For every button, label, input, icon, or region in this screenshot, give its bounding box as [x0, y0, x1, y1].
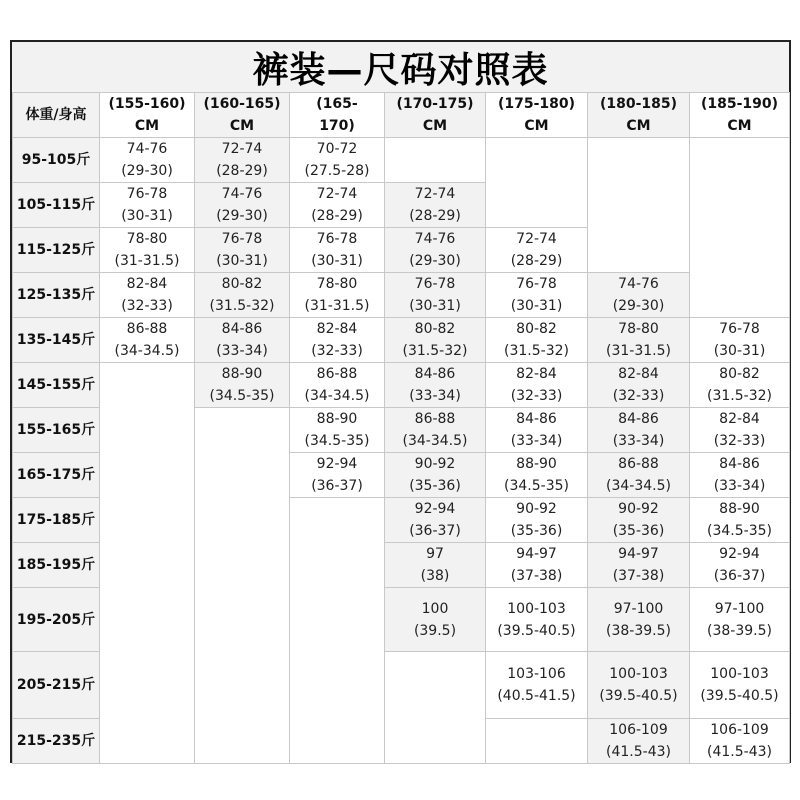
empty-cell	[385, 138, 486, 183]
waist-inch-size: (28-29)	[311, 208, 363, 224]
waist-inch-size: (28-29)	[216, 163, 268, 179]
column-header-height	[588, 93, 690, 138]
waist-cm: 90-92	[414, 456, 456, 472]
waist-cm: 76-78	[516, 276, 557, 292]
waist-cm: 72-74	[414, 186, 456, 202]
table-row	[13, 273, 790, 318]
size-cell	[385, 183, 486, 228]
size-cell	[385, 363, 486, 408]
waist-inch-size: (27.5-28)	[304, 163, 370, 179]
height-unit: 170)	[319, 118, 355, 134]
weight-label: 115-125斤	[13, 228, 100, 273]
waist-cm: 82-84	[126, 276, 168, 292]
waist-inch-size: (30-31)	[216, 253, 268, 269]
size-cell	[690, 318, 790, 363]
waist-inch-size: (31.5-32)	[707, 388, 772, 404]
empty-cell	[690, 138, 790, 318]
column-header-height	[486, 93, 588, 138]
size-cell	[690, 543, 790, 588]
waist-inch-size: (35-36)	[612, 523, 665, 539]
table-row	[13, 318, 790, 363]
waist-inch-size: (34.5-35)	[304, 433, 370, 449]
waist-cm: 86-88	[414, 411, 456, 427]
size-cell	[100, 318, 195, 363]
empty-cell	[195, 408, 290, 764]
size-cell	[588, 363, 690, 408]
size-cell	[195, 318, 290, 363]
waist-inch-size: (33-34)	[713, 478, 766, 494]
waist-inch-size: (32-33)	[612, 388, 665, 404]
size-cell	[486, 453, 588, 498]
height-unit: CM	[134, 118, 160, 134]
waist-inch-size: (30-31)	[409, 298, 461, 314]
waist-cm: 86-88	[126, 321, 168, 337]
waist-cm: 92-94	[719, 546, 760, 562]
waist-inch-size: (38-39.5)	[606, 622, 671, 639]
weight-label: 95-105斤	[13, 138, 100, 183]
waist-cm: 88-90	[221, 366, 263, 382]
waist-cm: 72-74	[516, 231, 557, 247]
waist-inch-size: (29-30)	[612, 298, 665, 314]
height-unit: CM	[727, 118, 752, 134]
height-range: (160-165)	[203, 96, 281, 112]
waist-inch-size: (34.5-35)	[504, 478, 569, 494]
empty-cell	[486, 719, 588, 764]
waist-cm: 72-74	[221, 141, 263, 157]
weight-label: 145-155斤	[13, 363, 100, 408]
height-unit: CM	[422, 118, 448, 134]
waist-cm: 76-78	[126, 186, 168, 202]
empty-cell	[588, 138, 690, 273]
waist-cm: 76-78	[414, 276, 456, 292]
waist-cm: 82-84	[618, 366, 659, 382]
empty-cell	[290, 498, 385, 764]
size-cell	[690, 498, 790, 543]
waist-inch-size: (30-31)	[510, 298, 563, 314]
waist-cm: 94-97	[516, 546, 557, 562]
size-cell	[690, 719, 790, 764]
size-cell	[690, 408, 790, 453]
waist-cm: 100-103	[609, 666, 668, 682]
size-cell	[690, 588, 790, 652]
size-cell	[486, 543, 588, 588]
size-cell	[290, 138, 385, 183]
waist-cm: 97-100	[613, 600, 664, 617]
waist-inch-size: (33-34)	[510, 433, 563, 449]
size-chart	[10, 40, 791, 763]
waist-cm: 76-78	[316, 231, 358, 247]
column-header-height	[290, 93, 385, 138]
waist-inch-size: (32-33)	[713, 433, 766, 449]
size-cell	[290, 408, 385, 453]
size-cell	[588, 318, 690, 363]
size-cell	[195, 273, 290, 318]
corner-label: 体重/身高	[13, 93, 100, 138]
waist-inch-size: (41.5-43)	[606, 744, 671, 760]
size-cell	[588, 543, 690, 588]
waist-cm: 97	[426, 546, 444, 562]
waist-inch-size: (40.5-41.5)	[497, 688, 576, 704]
size-cell	[100, 273, 195, 318]
size-cell	[290, 363, 385, 408]
waist-cm: 88-90	[516, 456, 557, 472]
waist-inch-size: (37-38)	[510, 568, 563, 584]
size-cell	[290, 183, 385, 228]
size-cell	[486, 588, 588, 652]
waist-inch-size: (31.5-32)	[209, 298, 275, 314]
size-cell	[385, 543, 486, 588]
size-cell	[100, 228, 195, 273]
waist-cm: 82-84	[316, 321, 358, 337]
waist-cm: 80-82	[414, 321, 456, 337]
waist-cm: 100-103	[710, 666, 769, 682]
waist-inch-size: (29-30)	[216, 208, 268, 224]
weight-label: 195-205斤	[13, 588, 100, 652]
size-cell	[195, 363, 290, 408]
waist-inch-size: (29-30)	[121, 163, 173, 179]
size-cell	[385, 228, 486, 273]
size-cell	[290, 318, 385, 363]
column-header-height	[195, 93, 290, 138]
weight-label: 105-115斤	[13, 183, 100, 228]
size-cell	[195, 228, 290, 273]
height-range: (180-185)	[599, 96, 678, 112]
waist-cm: 106-109	[609, 722, 668, 738]
weight-label: 205-215斤	[13, 652, 100, 719]
waist-inch-size: (34-34.5)	[606, 478, 671, 494]
waist-inch-size: (32-33)	[311, 343, 363, 359]
waist-inch-size: (39.5)	[413, 622, 457, 639]
waist-cm: 84-86	[719, 456, 760, 472]
waist-cm: 100	[421, 600, 449, 617]
size-cell	[100, 138, 195, 183]
waist-inch-size: (31-31.5)	[304, 298, 370, 314]
size-cell	[486, 228, 588, 273]
empty-cell	[385, 652, 486, 764]
waist-inch-size: (35-36)	[409, 478, 461, 494]
size-cell	[100, 183, 195, 228]
waist-cm: 80-82	[516, 321, 557, 337]
size-table	[12, 92, 790, 764]
waist-cm: 84-86	[221, 321, 263, 337]
weight-label: 175-185斤	[13, 498, 100, 543]
column-header-height	[690, 93, 790, 138]
size-cell	[290, 228, 385, 273]
waist-cm: 74-76	[414, 231, 456, 247]
size-cell	[588, 273, 690, 318]
table-row	[13, 138, 790, 183]
waist-cm: 97-100	[714, 600, 765, 617]
waist-cm: 86-88	[618, 456, 659, 472]
waist-cm: 72-74	[316, 186, 358, 202]
waist-inch-size: (39.5-40.5)	[497, 622, 576, 639]
size-cell	[486, 498, 588, 543]
size-cell	[385, 273, 486, 318]
waist-inch-size: (39.5-40.5)	[700, 688, 779, 704]
waist-cm: 103-106	[507, 666, 566, 682]
weight-label: 185-195斤	[13, 543, 100, 588]
waist-inch-size: (30-31)	[121, 208, 173, 224]
waist-inch-size: (31-31.5)	[114, 253, 180, 269]
waist-cm: 84-86	[414, 366, 456, 382]
size-cell	[690, 363, 790, 408]
waist-inch-size: (34.5-35)	[707, 523, 772, 539]
column-header-height	[100, 93, 195, 138]
size-cell	[588, 588, 690, 652]
waist-inch-size: (39.5-40.5)	[599, 688, 678, 704]
waist-cm: 88-90	[316, 411, 358, 427]
waist-cm: 94-97	[618, 546, 659, 562]
size-cell	[385, 498, 486, 543]
size-cell	[486, 318, 588, 363]
waist-cm: 92-94	[316, 456, 358, 472]
waist-cm: 78-80	[316, 276, 358, 292]
size-cell	[486, 408, 588, 453]
waist-cm: 90-92	[516, 501, 557, 517]
weight-label: 125-135斤	[13, 273, 100, 318]
waist-cm: 82-84	[516, 366, 557, 382]
waist-inch-size: (33-34)	[216, 343, 268, 359]
size-cell	[290, 453, 385, 498]
size-cell	[486, 273, 588, 318]
size-cell	[385, 588, 486, 652]
waist-cm: 80-82	[221, 276, 263, 292]
waist-cm: 84-86	[516, 411, 557, 427]
waist-inch-size: (30-31)	[311, 253, 363, 269]
height-unit: CM	[626, 118, 651, 134]
waist-inch-size: (37-38)	[612, 568, 665, 584]
empty-cell	[486, 138, 588, 228]
size-cell	[486, 363, 588, 408]
waist-cm: 74-76	[221, 186, 263, 202]
waist-cm: 100-103	[507, 600, 566, 617]
height-range: (165-	[316, 96, 358, 112]
waist-inch-size: (33-34)	[612, 433, 665, 449]
column-header-row	[13, 93, 790, 138]
waist-cm: 76-78	[221, 231, 263, 247]
waist-inch-size: (38)	[420, 568, 450, 584]
waist-inch-size: (33-34)	[409, 388, 461, 404]
empty-cell	[100, 363, 195, 764]
waist-cm: 74-76	[618, 276, 659, 292]
size-cell	[588, 408, 690, 453]
height-range: (170-175)	[396, 96, 474, 112]
waist-inch-size: (36-37)	[409, 523, 461, 539]
column-header-height	[385, 93, 486, 138]
height-range: (155-160)	[108, 96, 186, 112]
waist-inch-size: (31-31.5)	[606, 343, 671, 359]
waist-inch-size: (32-33)	[510, 388, 563, 404]
waist-cm: 90-92	[618, 501, 659, 517]
size-cell	[290, 273, 385, 318]
size-cell	[588, 498, 690, 543]
size-cell	[385, 318, 486, 363]
waist-inch-size: (36-37)	[311, 478, 363, 494]
weight-label: 215-235斤	[13, 719, 100, 764]
size-cell	[486, 652, 588, 719]
size-cell	[588, 453, 690, 498]
waist-inch-size: (34-34.5)	[304, 388, 370, 404]
waist-cm: 78-80	[126, 231, 168, 247]
size-cell	[588, 719, 690, 764]
waist-cm: 78-80	[618, 321, 659, 337]
size-cell	[195, 183, 290, 228]
waist-inch-size: (34-34.5)	[402, 433, 468, 449]
waist-inch-size: (41.5-43)	[707, 744, 772, 760]
waist-inch-size: (29-30)	[409, 253, 461, 269]
height-range: (185-190)	[700, 96, 779, 112]
weight-label: 135-145斤	[13, 318, 100, 363]
waist-inch-size: (32-33)	[121, 298, 173, 314]
waist-cm: 88-90	[719, 501, 760, 517]
size-cell	[690, 453, 790, 498]
waist-cm: 74-76	[126, 141, 168, 157]
waist-inch-size: (31.5-32)	[402, 343, 468, 359]
waist-cm: 106-109	[710, 722, 769, 738]
weight-label: 165-175斤	[13, 453, 100, 498]
height-unit: CM	[524, 118, 549, 134]
waist-inch-size: (28-29)	[510, 253, 563, 269]
waist-inch-size: (34.5-35)	[209, 388, 275, 404]
waist-cm: 80-82	[719, 366, 760, 382]
height-range: (175-180)	[497, 96, 576, 112]
waist-cm: 82-84	[719, 411, 760, 427]
waist-cm: 86-88	[316, 366, 358, 382]
waist-cm: 70-72	[316, 141, 358, 157]
waist-inch-size: (34-34.5)	[114, 343, 180, 359]
weight-label: 155-165斤	[13, 408, 100, 453]
size-cell	[385, 453, 486, 498]
size-cell	[195, 138, 290, 183]
waist-inch-size: (35-36)	[510, 523, 563, 539]
waist-inch-size: (28-29)	[409, 208, 461, 224]
waist-cm: 76-78	[719, 321, 760, 337]
height-unit: CM	[229, 118, 255, 134]
waist-inch-size: (38-39.5)	[707, 622, 772, 639]
size-cell	[690, 652, 790, 719]
waist-inch-size: (31.5-32)	[504, 343, 569, 359]
chart-title: 裤装—尺码对照表	[12, 42, 789, 94]
table-row	[13, 363, 790, 408]
waist-inch-size: (36-37)	[713, 568, 766, 584]
waist-cm: 92-94	[414, 501, 456, 517]
size-cell	[588, 652, 690, 719]
waist-inch-size: (30-31)	[713, 343, 766, 359]
waist-cm: 84-86	[618, 411, 659, 427]
size-cell	[385, 408, 486, 453]
